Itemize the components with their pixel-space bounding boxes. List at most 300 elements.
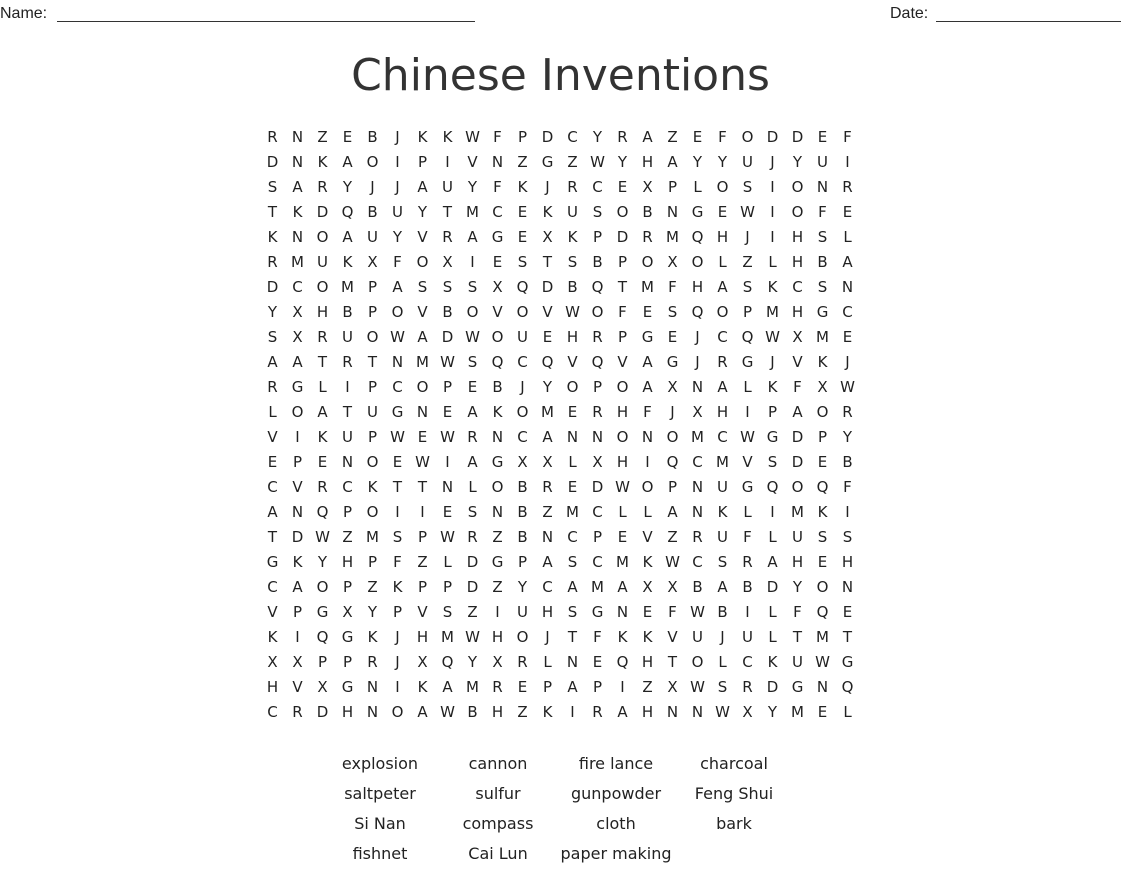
grid-letter[interactable]: N [291, 228, 304, 246]
grid-letter[interactable]: U [567, 203, 578, 221]
grid-letter[interactable]: N [641, 428, 654, 446]
grid-letter[interactable]: A [617, 578, 628, 596]
grid-letter[interactable]: E [842, 203, 853, 221]
grid-letter[interactable]: E [642, 603, 653, 621]
grid-letter[interactable]: L [693, 178, 702, 196]
grid-letter[interactable]: A [292, 178, 303, 196]
grid-letter[interactable]: Y [342, 178, 353, 196]
grid-letter[interactable]: A [467, 228, 478, 246]
grid-letter[interactable]: G [391, 403, 404, 421]
grid-letter[interactable]: O [416, 253, 429, 271]
grid-letter[interactable]: Y [267, 303, 278, 321]
grid-letter[interactable]: T [392, 478, 403, 496]
grid-letter[interactable]: A [567, 578, 578, 596]
grid-letter[interactable]: E [517, 678, 528, 696]
grid-letter[interactable]: T [342, 403, 353, 421]
grid-letter[interactable]: G [741, 353, 754, 371]
grid-letter[interactable]: A [417, 703, 428, 721]
grid-letter[interactable]: S [417, 278, 428, 296]
grid-letter[interactable]: B [492, 378, 503, 396]
grid-letter[interactable]: X [292, 328, 303, 346]
grid-letter[interactable]: I [620, 678, 625, 696]
grid-letter[interactable]: P [342, 503, 353, 521]
grid-letter[interactable]: K [342, 253, 353, 271]
grid-letter[interactable]: R [592, 703, 603, 721]
grid-letter[interactable]: B [592, 253, 603, 271]
grid-letter[interactable]: T [667, 653, 678, 671]
grid-letter[interactable]: N [666, 203, 679, 221]
grid-letter[interactable]: B [742, 578, 753, 596]
grid-letter[interactable]: X [792, 328, 803, 346]
grid-letter[interactable]: V [267, 428, 278, 446]
grid-letter[interactable]: A [342, 153, 353, 171]
grid-letter[interactable]: R [592, 328, 603, 346]
grid-letter[interactable]: T [792, 628, 803, 646]
grid-letter[interactable]: F [393, 553, 402, 571]
grid-letter[interactable]: Y [592, 128, 603, 146]
grid-letter[interactable]: R [542, 478, 553, 496]
grid-letter[interactable]: R [467, 528, 478, 546]
grid-letter[interactable]: O [366, 153, 379, 171]
grid-letter[interactable]: Q [816, 603, 829, 621]
grid-letter[interactable]: R [317, 478, 328, 496]
grid-letter[interactable]: P [592, 378, 603, 396]
grid-letter[interactable]: Z [667, 528, 678, 546]
grid-letter[interactable]: H [491, 628, 504, 646]
grid-letter[interactable]: N [841, 278, 854, 296]
grid-letter[interactable]: N [566, 428, 579, 446]
grid-letter[interactable]: H [341, 703, 354, 721]
grid-letter[interactable]: Y [317, 553, 328, 571]
grid-letter[interactable]: V [567, 353, 578, 371]
grid-letter[interactable]: X [492, 278, 503, 296]
grid-letter[interactable]: D [316, 703, 329, 721]
grid-letter[interactable]: M [541, 403, 554, 421]
grid-letter[interactable]: E [267, 453, 278, 471]
grid-letter[interactable]: P [517, 128, 528, 146]
grid-letter[interactable]: G [491, 453, 504, 471]
grid-letter[interactable]: M [566, 503, 579, 521]
grid-letter[interactable]: D [791, 128, 804, 146]
grid-letter[interactable]: H [841, 553, 854, 571]
grid-letter[interactable]: O [741, 128, 754, 146]
grid-letter[interactable]: M [591, 578, 604, 596]
grid-letter[interactable]: U [742, 153, 753, 171]
grid-letter[interactable]: U [517, 328, 528, 346]
grid-letter[interactable]: A [417, 178, 428, 196]
grid-letter[interactable]: Y [517, 578, 528, 596]
grid-letter[interactable]: X [517, 453, 528, 471]
grid-letter[interactable]: G [316, 603, 329, 621]
grid-letter[interactable]: R [367, 653, 378, 671]
grid-letter[interactable]: P [817, 428, 828, 446]
grid-letter[interactable]: C [792, 278, 803, 296]
grid-letter[interactable]: O [416, 378, 429, 396]
grid-letter[interactable]: R [317, 328, 328, 346]
grid-letter[interactable]: M [716, 453, 729, 471]
grid-letter[interactable]: O [691, 253, 704, 271]
grid-letter[interactable]: P [617, 253, 628, 271]
grid-letter[interactable]: E [417, 428, 428, 446]
grid-letter[interactable]: J [545, 178, 550, 196]
grid-letter[interactable]: A [417, 328, 428, 346]
grid-letter[interactable]: N [291, 153, 304, 171]
grid-letter[interactable]: V [417, 228, 428, 246]
grid-letter[interactable]: S [742, 278, 753, 296]
grid-letter[interactable]: C [517, 353, 528, 371]
grid-letter[interactable]: N [816, 678, 829, 696]
grid-letter[interactable]: K [292, 203, 303, 221]
grid-letter[interactable]: C [292, 278, 303, 296]
grid-letter[interactable]: V [492, 303, 503, 321]
grid-letter[interactable]: N [491, 428, 504, 446]
grid-letter[interactable]: O [791, 203, 804, 221]
grid-letter[interactable]: W [740, 203, 755, 221]
grid-letter[interactable]: M [416, 353, 429, 371]
grid-letter[interactable]: O [666, 428, 679, 446]
grid-letter[interactable]: G [266, 553, 279, 571]
grid-letter[interactable]: F [843, 478, 852, 496]
grid-letter[interactable]: U [317, 253, 328, 271]
grid-letter[interactable]: U [342, 428, 353, 446]
grid-letter[interactable]: I [445, 153, 450, 171]
grid-letter[interactable]: C [542, 578, 553, 596]
grid-letter[interactable]: J [395, 653, 400, 671]
grid-letter[interactable]: G [691, 203, 704, 221]
grid-letter[interactable]: J [770, 353, 775, 371]
grid-letter[interactable]: H [616, 403, 629, 421]
grid-letter[interactable]: G [766, 428, 779, 446]
grid-letter[interactable]: C [692, 553, 703, 571]
grid-letter[interactable]: C [567, 128, 578, 146]
grid-letter[interactable]: L [443, 553, 452, 571]
grid-letter[interactable]: W [415, 453, 430, 471]
grid-letter[interactable]: W [465, 628, 480, 646]
grid-letter[interactable]: L [268, 403, 277, 421]
grid-letter[interactable]: C [742, 653, 753, 671]
grid-letter[interactable]: D [266, 153, 279, 171]
grid-letter[interactable]: W [740, 428, 755, 446]
grid-letter[interactable]: M [666, 228, 679, 246]
grid-letter[interactable]: I [770, 228, 775, 246]
grid-letter[interactable]: P [417, 528, 428, 546]
grid-letter[interactable]: P [667, 478, 678, 496]
grid-letter[interactable]: L [768, 253, 777, 271]
grid-letter[interactable]: O [791, 178, 804, 196]
grid-letter[interactable]: W [690, 678, 705, 696]
grid-letter[interactable]: K [817, 353, 828, 371]
grid-letter[interactable]: I [295, 628, 300, 646]
grid-letter[interactable]: B [517, 528, 528, 546]
grid-letter[interactable]: C [842, 303, 853, 321]
grid-letter[interactable]: V [292, 478, 303, 496]
grid-letter[interactable]: O [641, 478, 654, 496]
grid-letter[interactable]: O [316, 578, 329, 596]
grid-letter[interactable]: W [465, 128, 480, 146]
grid-letter[interactable]: F [393, 253, 402, 271]
grid-letter[interactable]: D [591, 478, 604, 496]
grid-letter[interactable]: F [818, 203, 827, 221]
grid-letter[interactable]: O [616, 428, 629, 446]
grid-letter[interactable]: Q [316, 503, 329, 521]
grid-letter[interactable]: M [816, 628, 829, 646]
grid-letter[interactable]: P [367, 303, 378, 321]
grid-letter[interactable]: M [791, 503, 804, 521]
grid-letter[interactable]: A [442, 678, 453, 696]
grid-letter[interactable]: P [517, 553, 528, 571]
grid-letter[interactable]: N [691, 378, 704, 396]
grid-letter[interactable]: X [542, 453, 553, 471]
grid-letter[interactable]: P [367, 378, 378, 396]
grid-letter[interactable]: L [718, 253, 727, 271]
grid-letter[interactable]: Q [741, 328, 754, 346]
grid-letter[interactable]: O [516, 303, 529, 321]
grid-letter[interactable]: G [591, 603, 604, 621]
grid-letter[interactable]: Y [692, 153, 703, 171]
grid-letter[interactable]: K [267, 228, 278, 246]
grid-letter[interactable]: F [843, 128, 852, 146]
grid-letter[interactable]: G [341, 678, 354, 696]
grid-letter[interactable]: K [317, 428, 328, 446]
grid-letter[interactable]: J [395, 178, 400, 196]
grid-letter[interactable]: R [492, 678, 503, 696]
grid-letter[interactable]: R [267, 128, 278, 146]
grid-letter[interactable]: H [716, 228, 729, 246]
grid-letter[interactable]: K [442, 128, 453, 146]
grid-letter[interactable]: A [467, 403, 478, 421]
grid-letter[interactable]: N [566, 653, 579, 671]
grid-letter[interactable]: S [842, 528, 853, 546]
grid-letter[interactable]: W [590, 153, 605, 171]
grid-letter[interactable]: E [567, 403, 578, 421]
grid-letter[interactable]: R [642, 228, 653, 246]
grid-letter[interactable]: W [390, 428, 405, 446]
grid-letter[interactable]: A [617, 703, 628, 721]
grid-letter[interactable]: A [292, 353, 303, 371]
grid-letter[interactable]: N [341, 453, 354, 471]
grid-letter[interactable]: A [317, 403, 328, 421]
grid-letter[interactable]: L [768, 528, 777, 546]
grid-letter[interactable]: X [342, 603, 353, 621]
grid-letter[interactable]: D [616, 228, 629, 246]
grid-letter[interactable]: S [667, 303, 678, 321]
grid-letter[interactable]: O [466, 303, 479, 321]
grid-letter[interactable]: D [316, 203, 329, 221]
grid-letter[interactable]: K [817, 503, 828, 521]
grid-letter[interactable]: I [395, 503, 400, 521]
grid-letter[interactable]: A [717, 378, 728, 396]
grid-letter[interactable]: X [642, 578, 653, 596]
grid-letter[interactable]: S [442, 603, 453, 621]
grid-letter[interactable]: W [690, 603, 705, 621]
grid-letter[interactable]: I [570, 703, 575, 721]
grid-letter[interactable]: V [417, 603, 428, 621]
grid-letter[interactable]: G [666, 353, 679, 371]
grid-letter[interactable]: O [816, 403, 829, 421]
grid-letter[interactable]: O [516, 403, 529, 421]
grid-letter[interactable]: R [467, 428, 478, 446]
grid-letter[interactable]: L [843, 703, 852, 721]
grid-letter[interactable]: S [267, 328, 278, 346]
grid-letter[interactable]: G [841, 653, 854, 671]
grid-letter[interactable]: E [542, 328, 553, 346]
grid-letter[interactable]: E [592, 653, 603, 671]
grid-letter[interactable]: P [592, 678, 603, 696]
grid-letter[interactable]: R [442, 228, 453, 246]
grid-letter[interactable]: N [291, 503, 304, 521]
grid-letter[interactable]: E [567, 478, 578, 496]
grid-letter[interactable]: L [843, 228, 852, 246]
grid-letter[interactable]: H [641, 703, 654, 721]
grid-letter[interactable]: Q [591, 278, 604, 296]
grid-letter[interactable]: P [667, 178, 678, 196]
grid-letter[interactable]: P [367, 428, 378, 446]
grid-letter[interactable]: L [643, 503, 652, 521]
grid-letter[interactable]: C [267, 703, 278, 721]
grid-letter[interactable]: M [816, 328, 829, 346]
grid-letter[interactable]: M [641, 278, 654, 296]
grid-letter[interactable]: K [517, 178, 528, 196]
grid-letter[interactable]: E [842, 328, 853, 346]
grid-letter[interactable]: U [367, 403, 378, 421]
grid-letter[interactable]: K [392, 578, 403, 596]
grid-letter[interactable]: U [692, 628, 703, 646]
grid-letter[interactable]: I [745, 603, 750, 621]
grid-letter[interactable]: Z [467, 603, 478, 621]
grid-letter[interactable]: F [793, 603, 802, 621]
grid-letter[interactable]: T [842, 628, 853, 646]
grid-letter[interactable]: T [317, 353, 328, 371]
grid-letter[interactable]: P [617, 328, 628, 346]
grid-letter[interactable]: S [567, 253, 578, 271]
grid-letter[interactable]: U [792, 653, 803, 671]
grid-letter[interactable]: K [417, 128, 428, 146]
grid-letter[interactable]: B [817, 253, 828, 271]
grid-letter[interactable]: K [317, 153, 328, 171]
grid-letter[interactable]: O [616, 378, 629, 396]
grid-letter[interactable]: O [641, 253, 654, 271]
grid-letter[interactable]: D [466, 578, 479, 596]
grid-letter[interactable]: Q [541, 353, 554, 371]
grid-letter[interactable]: P [542, 678, 553, 696]
grid-letter[interactable]: Q [766, 478, 779, 496]
grid-letter[interactable]: H [791, 253, 804, 271]
grid-letter[interactable]: E [442, 403, 453, 421]
grid-letter[interactable]: W [440, 703, 455, 721]
grid-letter[interactable]: S [267, 178, 278, 196]
grid-letter[interactable]: F [668, 278, 677, 296]
grid-letter[interactable]: V [617, 353, 628, 371]
grid-letter[interactable]: K [767, 653, 778, 671]
grid-letter[interactable]: O [366, 328, 379, 346]
grid-letter[interactable]: N [416, 403, 429, 421]
grid-letter[interactable]: S [392, 528, 403, 546]
grid-letter[interactable]: D [791, 453, 804, 471]
grid-letter[interactable]: N [366, 703, 379, 721]
grid-letter[interactable]: X [417, 653, 428, 671]
grid-letter[interactable]: O [716, 303, 729, 321]
grid-letter[interactable]: Z [542, 503, 553, 521]
grid-letter[interactable]: M [441, 628, 454, 646]
grid-letter[interactable]: H [316, 303, 329, 321]
grid-letter[interactable]: O [591, 303, 604, 321]
grid-letter[interactable]: R [842, 178, 853, 196]
grid-letter[interactable]: S [467, 353, 478, 371]
grid-letter[interactable]: Q [491, 353, 504, 371]
grid-letter[interactable]: U [717, 478, 728, 496]
grid-letter[interactable]: O [516, 628, 529, 646]
grid-letter[interactable]: U [392, 203, 403, 221]
grid-letter[interactable]: R [567, 178, 578, 196]
grid-letter[interactable]: Z [492, 578, 503, 596]
grid-letter[interactable]: B [367, 128, 378, 146]
grid-letter[interactable]: H [566, 328, 579, 346]
grid-letter[interactable]: R [267, 253, 278, 271]
grid-letter[interactable]: K [492, 403, 503, 421]
grid-letter[interactable]: P [742, 303, 753, 321]
grid-letter[interactable]: E [817, 703, 828, 721]
grid-letter[interactable]: P [767, 403, 778, 421]
grid-letter[interactable]: D [541, 128, 554, 146]
grid-letter[interactable]: O [291, 403, 304, 421]
grid-letter[interactable]: B [692, 578, 703, 596]
grid-letter[interactable]: D [266, 278, 279, 296]
grid-letter[interactable]: D [766, 678, 779, 696]
grid-letter[interactable]: L [743, 378, 752, 396]
grid-letter[interactable]: R [317, 178, 328, 196]
grid-letter[interactable]: I [770, 203, 775, 221]
grid-letter[interactable]: U [342, 328, 353, 346]
grid-letter[interactable]: Z [642, 678, 653, 696]
grid-letter[interactable]: N [841, 578, 854, 596]
date-field[interactable] [936, 21, 1121, 22]
grid-letter[interactable]: G [291, 378, 304, 396]
grid-letter[interactable]: H [416, 628, 429, 646]
grid-letter[interactable]: M [341, 278, 354, 296]
grid-letter[interactable]: A [667, 503, 678, 521]
grid-letter[interactable]: A [267, 503, 278, 521]
grid-letter[interactable]: O [391, 303, 404, 321]
grid-letter[interactable]: J [370, 178, 375, 196]
grid-letter[interactable]: N [441, 478, 454, 496]
grid-letter[interactable]: I [495, 603, 500, 621]
grid-letter[interactable]: O [391, 703, 404, 721]
grid-letter[interactable]: X [667, 378, 678, 396]
grid-letter[interactable]: Y [542, 378, 553, 396]
grid-letter[interactable]: Y [617, 153, 628, 171]
grid-letter[interactable]: H [691, 278, 704, 296]
grid-letter[interactable]: H [791, 303, 804, 321]
grid-letter[interactable]: B [567, 278, 578, 296]
grid-letter[interactable]: N [591, 428, 604, 446]
grid-letter[interactable]: D [766, 128, 779, 146]
grid-letter[interactable]: A [267, 353, 278, 371]
grid-letter[interactable]: F [493, 128, 502, 146]
grid-letter[interactable]: A [392, 278, 403, 296]
grid-letter[interactable]: J [770, 153, 775, 171]
grid-letter[interactable]: I [770, 178, 775, 196]
grid-letter[interactable]: S [517, 253, 528, 271]
grid-letter[interactable]: S [717, 553, 728, 571]
grid-letter[interactable]: G [816, 303, 829, 321]
grid-letter[interactable]: R [267, 378, 278, 396]
grid-letter[interactable]: E [692, 128, 703, 146]
grid-letter[interactable]: S [567, 603, 578, 621]
grid-letter[interactable]: W [465, 328, 480, 346]
grid-letter[interactable]: E [517, 203, 528, 221]
grid-letter[interactable]: A [567, 678, 578, 696]
grid-letter[interactable]: Z [517, 703, 528, 721]
